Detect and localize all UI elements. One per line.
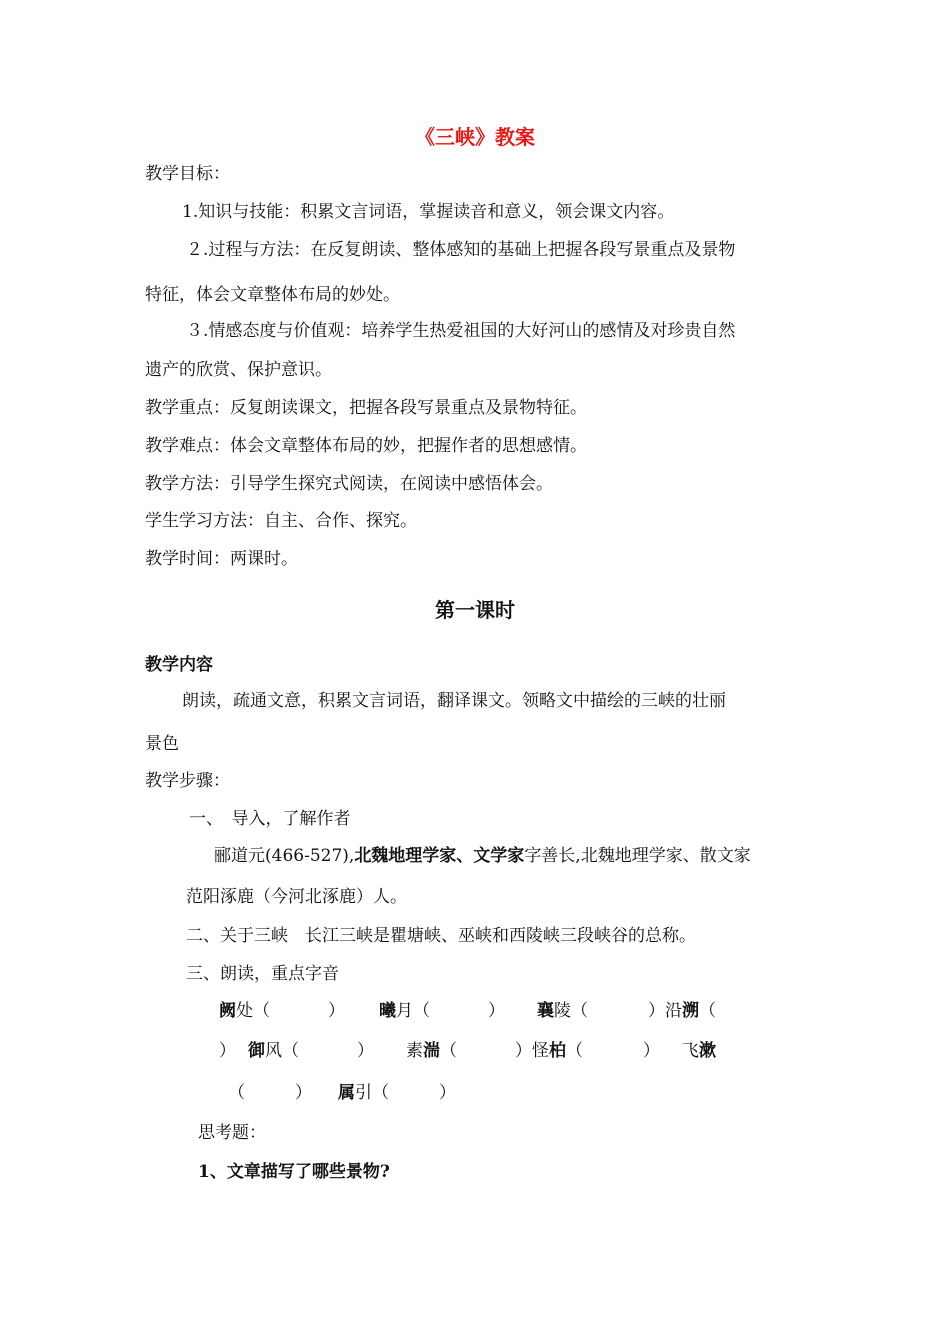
teaching-time: 教学时间：两课时。 [145, 549, 298, 569]
goal-3-line-1: ３.情感态度与价值观：培养学生热爱祖国的大好河山的感情及对珍贵自然 [186, 321, 736, 341]
pron-rest: 月 [396, 1001, 413, 1021]
pron-char: 漱 [699, 1041, 716, 1061]
pron-char: 襄 [537, 1001, 554, 1021]
content-line-1: 朗读，疏通文意，积累文言词语，翻译课文。领略文中描绘的三峡的壮丽 [182, 691, 726, 711]
pron-close: ） [488, 1001, 505, 1021]
pron-open: （ [440, 1041, 457, 1061]
teaching-method: 教学方法：引导学生探究式阅读，在阅读中感悟体会。 [145, 474, 553, 494]
goal-3-line-2: 遗产的欣赏、保护意识。 [145, 360, 332, 380]
goal-2-line-2: 特征，体会文章整体布局的妙处。 [145, 285, 400, 305]
pron-close: ） [328, 1001, 345, 1021]
pron-open: （ [571, 1001, 588, 1021]
pron-open: （ [566, 1041, 583, 1061]
pron-rest: 引 [355, 1083, 372, 1103]
pron-pre: 怪 [532, 1041, 549, 1061]
pron-close: ） [648, 1001, 665, 1021]
pronunciation-row-3 [228, 1082, 893, 1104]
pron-rest: 处 [236, 1001, 253, 1021]
pron-close: ） [439, 1083, 456, 1103]
step-2: 二、关于三峡 长江三峡是瞿塘峡、巫峡和西陵峡三段峡谷的总称。 [186, 926, 696, 946]
step-1: 一、 导入，了解作者 [189, 809, 351, 829]
pron-open: （ [228, 1083, 245, 1103]
pron-char: 柏 [549, 1041, 566, 1061]
pron-pre: 沿 [665, 1001, 682, 1021]
difficulties: 教学难点：体会文章整体布局的妙，把握作者的思想感情。 [145, 436, 587, 456]
think-heading: 思考题： [198, 1123, 266, 1143]
lesson-1-title: 第一课时 [435, 598, 515, 622]
pron-close: ） [219, 1041, 236, 1061]
pron-open: （ [372, 1083, 389, 1103]
key-points: 教学重点：反复朗读课文，把握各段写景重点及景物特征。 [145, 398, 587, 418]
pron-close: ） [357, 1041, 374, 1061]
pron-pre: 飞 [682, 1041, 699, 1061]
pron-close: ） [643, 1041, 660, 1061]
author-name: 郦道元(466-527), [214, 846, 355, 866]
pron-pre: 素 [406, 1041, 423, 1061]
pron-char: 曦 [379, 1001, 396, 1021]
pron-char: 湍 [423, 1041, 440, 1061]
pronunciation-row-1 [219, 1000, 884, 1022]
pron-open: （ [699, 1001, 716, 1021]
student-method: 学生学习方法：自主、合作、探究。 [145, 511, 417, 531]
author-info: 字善长,北魏地理学家、散文家 [524, 846, 751, 866]
author-title: 北魏地理学家、文学家 [354, 846, 525, 866]
pron-char: 溯 [682, 1001, 699, 1021]
author-line-2: 范阳涿鹿（今河北涿鹿）人。 [186, 887, 407, 907]
pron-close: ） [295, 1083, 312, 1103]
document-title: 《三峡》教案 [415, 125, 535, 149]
goal-2-line-1: ２.过程与方法：在反复朗读、整体感知的基础上把握各段写景重点及景物 [186, 240, 736, 260]
goal-1: 1.知识与技能：积累文言词语，掌握读音和意义，领会课文内容。 [182, 202, 675, 222]
pronunciation-row-2 [219, 1040, 884, 1062]
pron-close: ） [515, 1041, 532, 1061]
pron-char: 御 [248, 1041, 265, 1061]
pron-rest: 风 [265, 1041, 282, 1061]
steps-heading: 教学步骤： [145, 771, 230, 791]
content-line-2: 景色 [145, 734, 179, 754]
pron-char: 属 [338, 1083, 355, 1103]
pron-open: （ [413, 1001, 430, 1021]
question-1: 1、文章描写了哪些景物? [198, 1162, 390, 1182]
goals-heading: 教学目标： [145, 164, 230, 184]
pron-open: （ [253, 1001, 270, 1021]
step-3: 三、朗读，重点字音 [186, 964, 339, 984]
pron-open: （ [282, 1041, 299, 1061]
author-line-1 [214, 845, 879, 867]
content-heading: 教学内容 [145, 655, 213, 675]
pron-char: 阙 [219, 1001, 236, 1021]
pron-rest: 陵 [554, 1001, 571, 1021]
